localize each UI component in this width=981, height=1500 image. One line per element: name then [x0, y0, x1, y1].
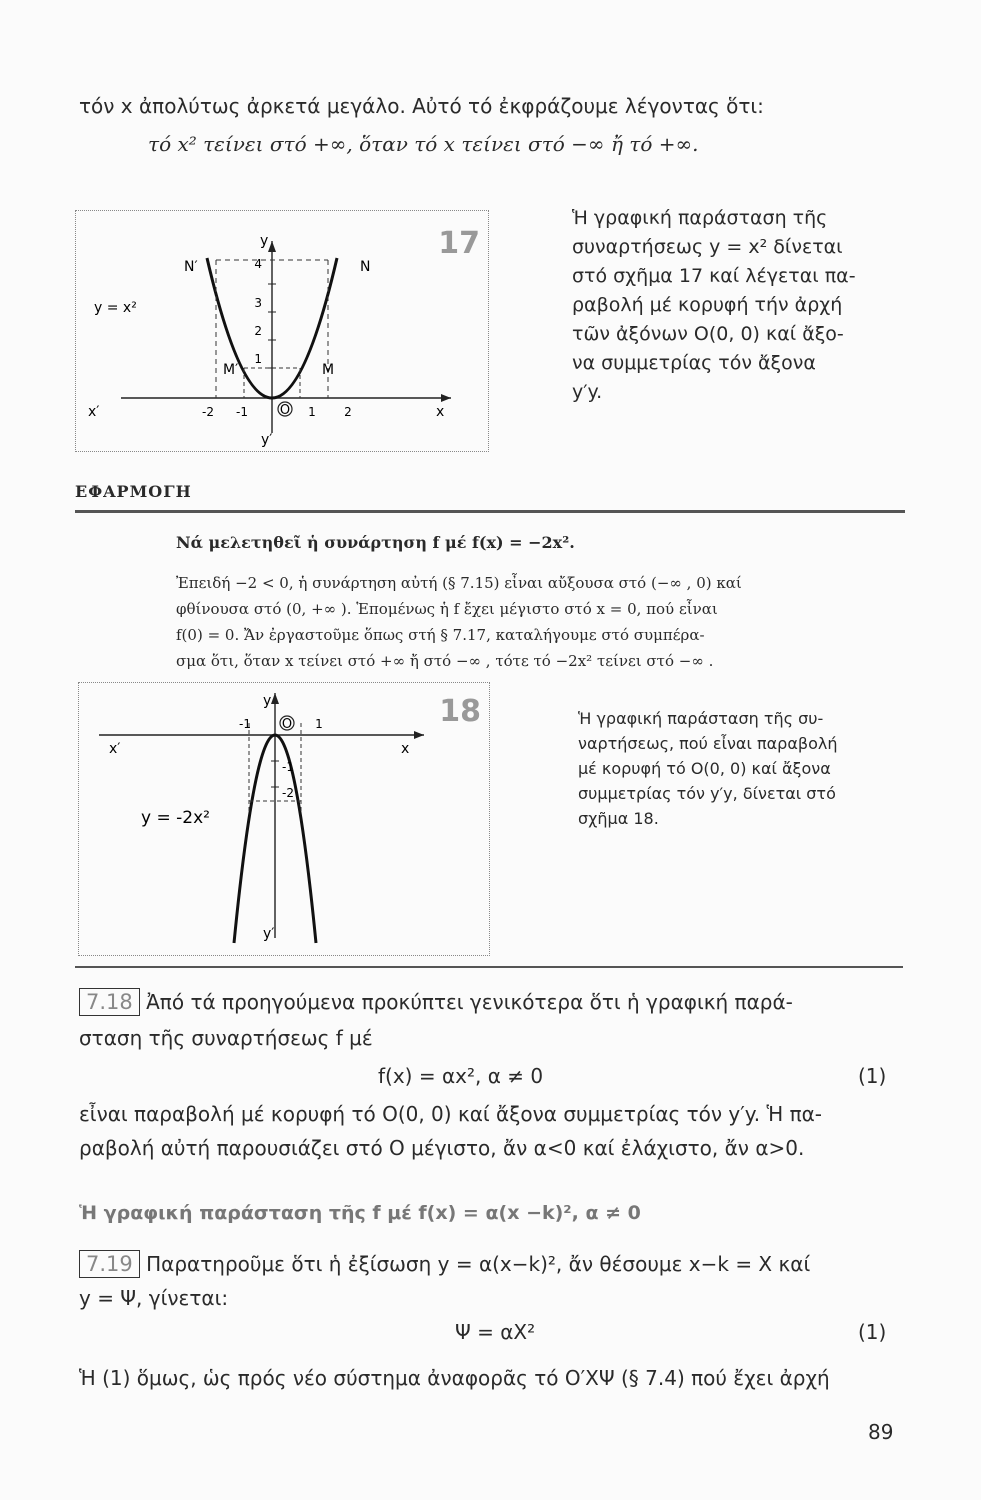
x-tick-2: 2 — [344, 405, 352, 419]
y-tick-neg1: -1 — [282, 760, 294, 774]
x-axis-label: x — [401, 741, 410, 757]
figure-number: 18 — [439, 694, 481, 729]
y-tick-2: 2 — [254, 324, 262, 338]
x-axis-neg-label: x′ — [109, 741, 121, 757]
y-axis-neg-label: y′ — [263, 926, 275, 942]
figure-number: 17 — [438, 226, 480, 261]
application-line: Ἐπειδή −2 < 0, ἡ συνάρτηση αὐτή (§ 7.15) εἶναι αὔξουσα στό (−∞ , 0) καί — [176, 574, 742, 592]
x-tick-1: 1 — [308, 405, 316, 419]
y-axis-arrow — [268, 241, 276, 252]
y-axis-label: y — [260, 233, 269, 249]
application-line: φθίνουσα στό (0, +∞ ). Ἑπομένως ἡ f ἔχει μέγιστο στό x = 0, πού εἶναι — [176, 600, 718, 618]
figure-17-caption — [572, 204, 856, 407]
x-tick-neg2: -2 — [202, 405, 214, 419]
x-tick-neg1: -1 — [236, 405, 248, 419]
section-7-19-line-3: Ἡ (1) ὅμως, ὡς πρός νέο σύστημα ἀναφορᾶς τό O′XΨ (§ 7.4) πού ἔχει ἀρχή — [79, 1366, 830, 1390]
caption-line: στό σχῆμα 17 καί λέγεται πα- — [572, 265, 856, 287]
caption-line: συναρτήσεως y = x² δίνεται — [572, 236, 843, 258]
divider — [75, 510, 905, 513]
caption-line: να συμμετρίας τόν ἄξονα — [572, 352, 816, 374]
paragraph-text: Παρατηροῦμε ὅτι ἡ ἐξίσωση y = α(x−k)², ἄν θέσουμε x−k = X καί — [146, 1252, 811, 1276]
figure-18 — [78, 682, 490, 956]
section-7-18-line-1 — [79, 988, 793, 1016]
caption-line: ναρτήσεως, πού εἶναι παραβολή — [578, 734, 838, 753]
equation-number: (1) — [858, 1064, 887, 1088]
section-number-box: 7.18 — [79, 988, 140, 1016]
section-number-box: 7.19 — [79, 1250, 140, 1278]
application-body — [176, 570, 742, 674]
function-label: y = x² — [94, 300, 137, 316]
point-n-prime: N′ — [184, 259, 198, 275]
formula-7-19: Ψ = αX² — [455, 1320, 536, 1344]
equation-number: (1) — [858, 1320, 887, 1344]
x-tick-1: 1 — [315, 717, 323, 731]
origin-label: O — [279, 403, 291, 418]
caption-line: y′y. — [572, 381, 603, 403]
figure-18-graph — [79, 683, 489, 955]
y-axis-neg-label: y′ — [261, 432, 273, 448]
caption-line: τῶν ἀξόνων O(0, 0) καί ἄξο- — [572, 323, 844, 345]
caption-line: μέ κορυφή τό O(0, 0) καί ἄξονα — [578, 759, 831, 778]
function-label: y = -2x² — [141, 808, 210, 828]
application-heading: ΕΦΑΡΜΟΓΗ — [75, 482, 192, 501]
x-tick-neg1: -1 — [239, 717, 251, 731]
figure-18-caption — [578, 706, 837, 831]
application-title: Νά μελετηθεῖ ἡ συνάρτηση f μέ f(x) = −2x². — [176, 533, 575, 552]
intro-line-1: τόν x ἀπολύτως ἀρκετά μεγάλο. Αὐτό τό ἐκφράζουμε λέγοντας ὅτι: — [79, 94, 764, 118]
y-tick-4: 4 — [254, 257, 262, 271]
page-number: 89 — [868, 1420, 894, 1444]
caption-line: σχῆμα 18. — [578, 809, 659, 828]
x-axis-label: x — [436, 404, 445, 420]
point-n: N — [360, 259, 371, 275]
application-line: f(0) = 0. Ἄν ἐργαστοῦμε ὅπως στή § 7.17, καταλήγουμε στό συμπέρα- — [176, 626, 705, 644]
y-tick-neg2: -2 — [282, 786, 294, 800]
point-m: M — [322, 362, 335, 378]
figure-17-graph — [76, 211, 488, 451]
paragraph-text: Ἀπό τά προηγούμενα προκύπτει γενικότερα ὅτι ἡ γραφική παρά- — [146, 990, 793, 1014]
caption-line: Ἡ γραφική παράσταση τῆς συ- — [578, 709, 824, 728]
figure-17 — [75, 210, 489, 452]
formula-7-18: f(x) = αx², α ≠ 0 — [378, 1064, 544, 1088]
caption-line: συμμετρίας τόν y′y, δίνεται στό — [578, 784, 836, 803]
y-tick-3: 3 — [254, 296, 262, 310]
point-m-prime: M′ — [223, 362, 239, 378]
section-title: Ἡ γραφική παράσταση τῆς f μέ f(x) = α(x −k)², α ≠ 0 — [79, 1202, 641, 1224]
divider — [75, 966, 903, 968]
section-7-18-line-2: σταση τῆς συναρτήσεως f μέ — [79, 1026, 373, 1050]
application-line: σμα ὅτι, ὅταν x τείνει στό +∞ ἤ στό −∞ , τότε τό −2x² τείνει στό −∞ . — [176, 652, 714, 670]
x-axis-neg-label: x′ — [88, 404, 100, 420]
section-7-19-line-1 — [79, 1250, 810, 1278]
caption-line: Ἡ γραφική παράσταση τῆς — [572, 207, 828, 229]
y-axis-label: y — [263, 693, 272, 709]
caption-line: ραβολή μέ κορυφή τήν ἀρχή — [572, 294, 843, 316]
section-7-19-line-2: y = Ψ, γίνεται: — [79, 1286, 229, 1310]
x-axis-arrow — [441, 394, 451, 402]
y-tick-1: 1 — [254, 352, 262, 366]
section-7-18-line-4: ραβολή αὐτή παρουσιάζει στό O μέγιστο, ἄν α<0 καί ἐλάχιστο, ἄν α>0. — [79, 1136, 805, 1160]
intro-line-2: τό x² τείνει στό +∞, ὅταν τό x τείνει στό −∞ ἤ τό +∞. — [148, 132, 699, 156]
section-7-18-line-3: εἶναι παραβολή μέ κορυφή τό O(0, 0) καί ἄξονα συμμετρίας τόν y′y. Ἡ πα- — [79, 1102, 823, 1126]
origin-label: O — [281, 717, 293, 732]
